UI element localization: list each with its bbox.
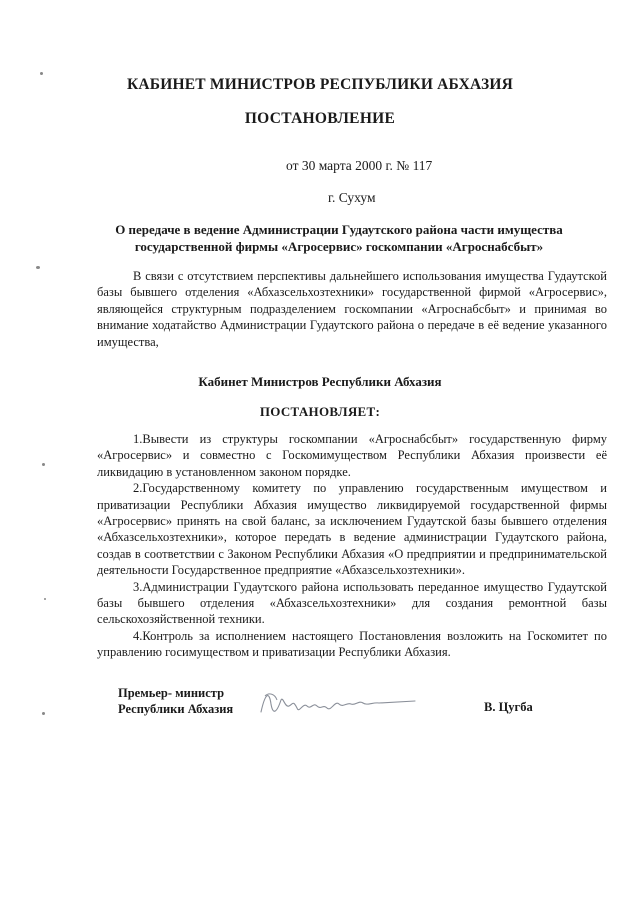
organization-heading: КАБИНЕТ МИНИСТРОВ РЕСПУБЛИКИ АБХАЗИЯ: [126, 76, 514, 93]
scan-speck: [40, 72, 43, 75]
handwritten-signature: [255, 682, 425, 726]
signatory-title-line1: Премьер- министр: [118, 686, 225, 700]
document-type-heading: ПОСТАНОВЛЕНИЕ: [244, 110, 396, 127]
decides-heading: ПОСТАНОВЛЯЕТ:: [259, 404, 381, 419]
scan-speck: [42, 712, 45, 715]
preamble-paragraph: [97, 268, 607, 350]
preamble-text: В связи с отсутствием перспективы дальнейшего использования имущества Гудаутской базы бывшего отделения «Абхазсельхозтехники» государственной фирмой «Агросервис», являющейся структурным подразделением госкомпании «Агроснабсбыт» и принимая во внимание ходатайство Администрации Гудаутского района о передаче в её ведение указанного имущества,: [97, 269, 607, 349]
scan-speck: [42, 463, 45, 466]
cabinet-line: Кабинет Министров Республики Абхазия: [198, 374, 442, 389]
signatory-title: [118, 685, 233, 717]
scan-speck: [36, 266, 40, 269]
subject-heading: О передаче в ведение Администрации Гудаутского района части имущества государственной фирмы «Агросервис» госкомпании «Агроснабсбыт»: [115, 222, 563, 254]
scan-speck: [44, 598, 46, 600]
resolution-item: 1.Вывести из структуры госкомпании «Агроснабсбыт» государственную фирму «Агросервис» и совместно с Госкомимуществом Республики Абхазия произвести её ликвидацию в установленном законом порядке.: [97, 432, 607, 479]
signatory-title-line2: Республики Абхазия: [118, 702, 234, 716]
resolution-item: 3.Администрации Гудаутского района использовать переданное имущество Гудаутской базы бывшего отделения «Абхазсельхозтехники» для создания ремонтной базы сельскохозяйственной техники.: [97, 579, 607, 627]
city: г. Сухум: [328, 190, 376, 205]
date-number: от 30 марта 2000 г. № 117: [286, 158, 433, 173]
resolution-items: [97, 431, 607, 661]
resolution-item: 2.Государственному комитету по управлению государственным имуществом и приватизации Республики Абхазия имущество ликвидируемой государственной фирмы «Агросервис» принять на свой баланс, за исключением Гудаутской базы бывшего отделения «Абхазсельхозтехники», которое передать в ведение администрации Гудаутского района, создав в соответствии с Законом Республики Абхазия «О предприятии и предпринимательской деятельности Государственное предприятие «Абхазсельхозтехники».: [97, 481, 607, 578]
signatory-name: В. Цугба: [484, 700, 533, 714]
resolution-item: 4.Контроль за исполнением настоящего Постановления возложить на Госкомитет по управлению госимуществом и приватизации Республики Абхазия.: [97, 628, 607, 660]
